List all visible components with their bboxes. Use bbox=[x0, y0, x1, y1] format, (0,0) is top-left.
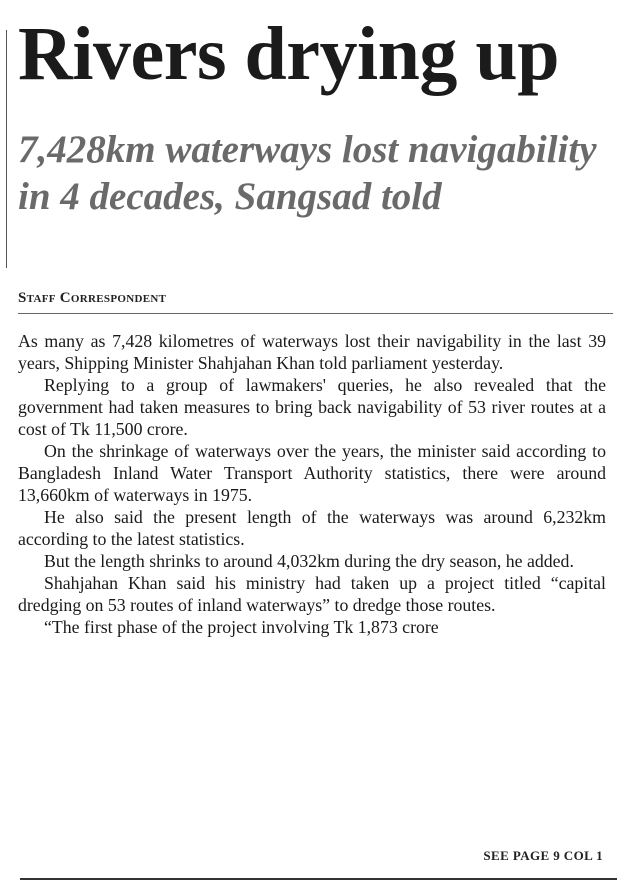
article-paragraph: But the length shrinks to around 4,032km during the dry season, he added. bbox=[44, 551, 574, 571]
article-body bbox=[18, 330, 606, 638]
left-column-rule bbox=[6, 30, 7, 268]
article-paragraph: As many as 7,428 kilometres of waterways lost their navigability in the last 39 years, Shipping Minister Shahjahan Khan told parliament yesterday. bbox=[18, 331, 606, 373]
article-paragraph: On the shrinkage of waterways over the years, the minister said according to Bangladesh Inland Water Transport Authority statistics, there were around 13,660km of waterways in 1975. bbox=[18, 441, 606, 505]
article-paragraph: Shahjahan Khan said his ministry had taken up a project titled “capital dredging on 53 routes of inland waterways” to dredge those routes. bbox=[18, 573, 606, 615]
article-paragraph: He also said the present length of the waterways was around 6,232km according to the latest statistics. bbox=[18, 507, 606, 549]
continuation-note: SEE PAGE 9 COL 1 bbox=[483, 848, 603, 863]
byline-divider bbox=[18, 313, 613, 314]
article-paragraph: “The first phase of the project involving Tk 1,873 crore bbox=[44, 617, 439, 637]
bottom-rule bbox=[20, 878, 617, 880]
subheadline: 7,428km waterways lost navigability in 4 decades, Sangsad told bbox=[18, 128, 597, 218]
article-paragraph: Replying to a group of lawmakers' queries, he also revealed that the government had taken measures to bring back navigability of 53 river routes at a cost of Tk 11,500 crore. bbox=[18, 375, 606, 439]
headline: Rivers drying up bbox=[18, 12, 559, 96]
byline: Staff Correspondent bbox=[18, 290, 167, 306]
